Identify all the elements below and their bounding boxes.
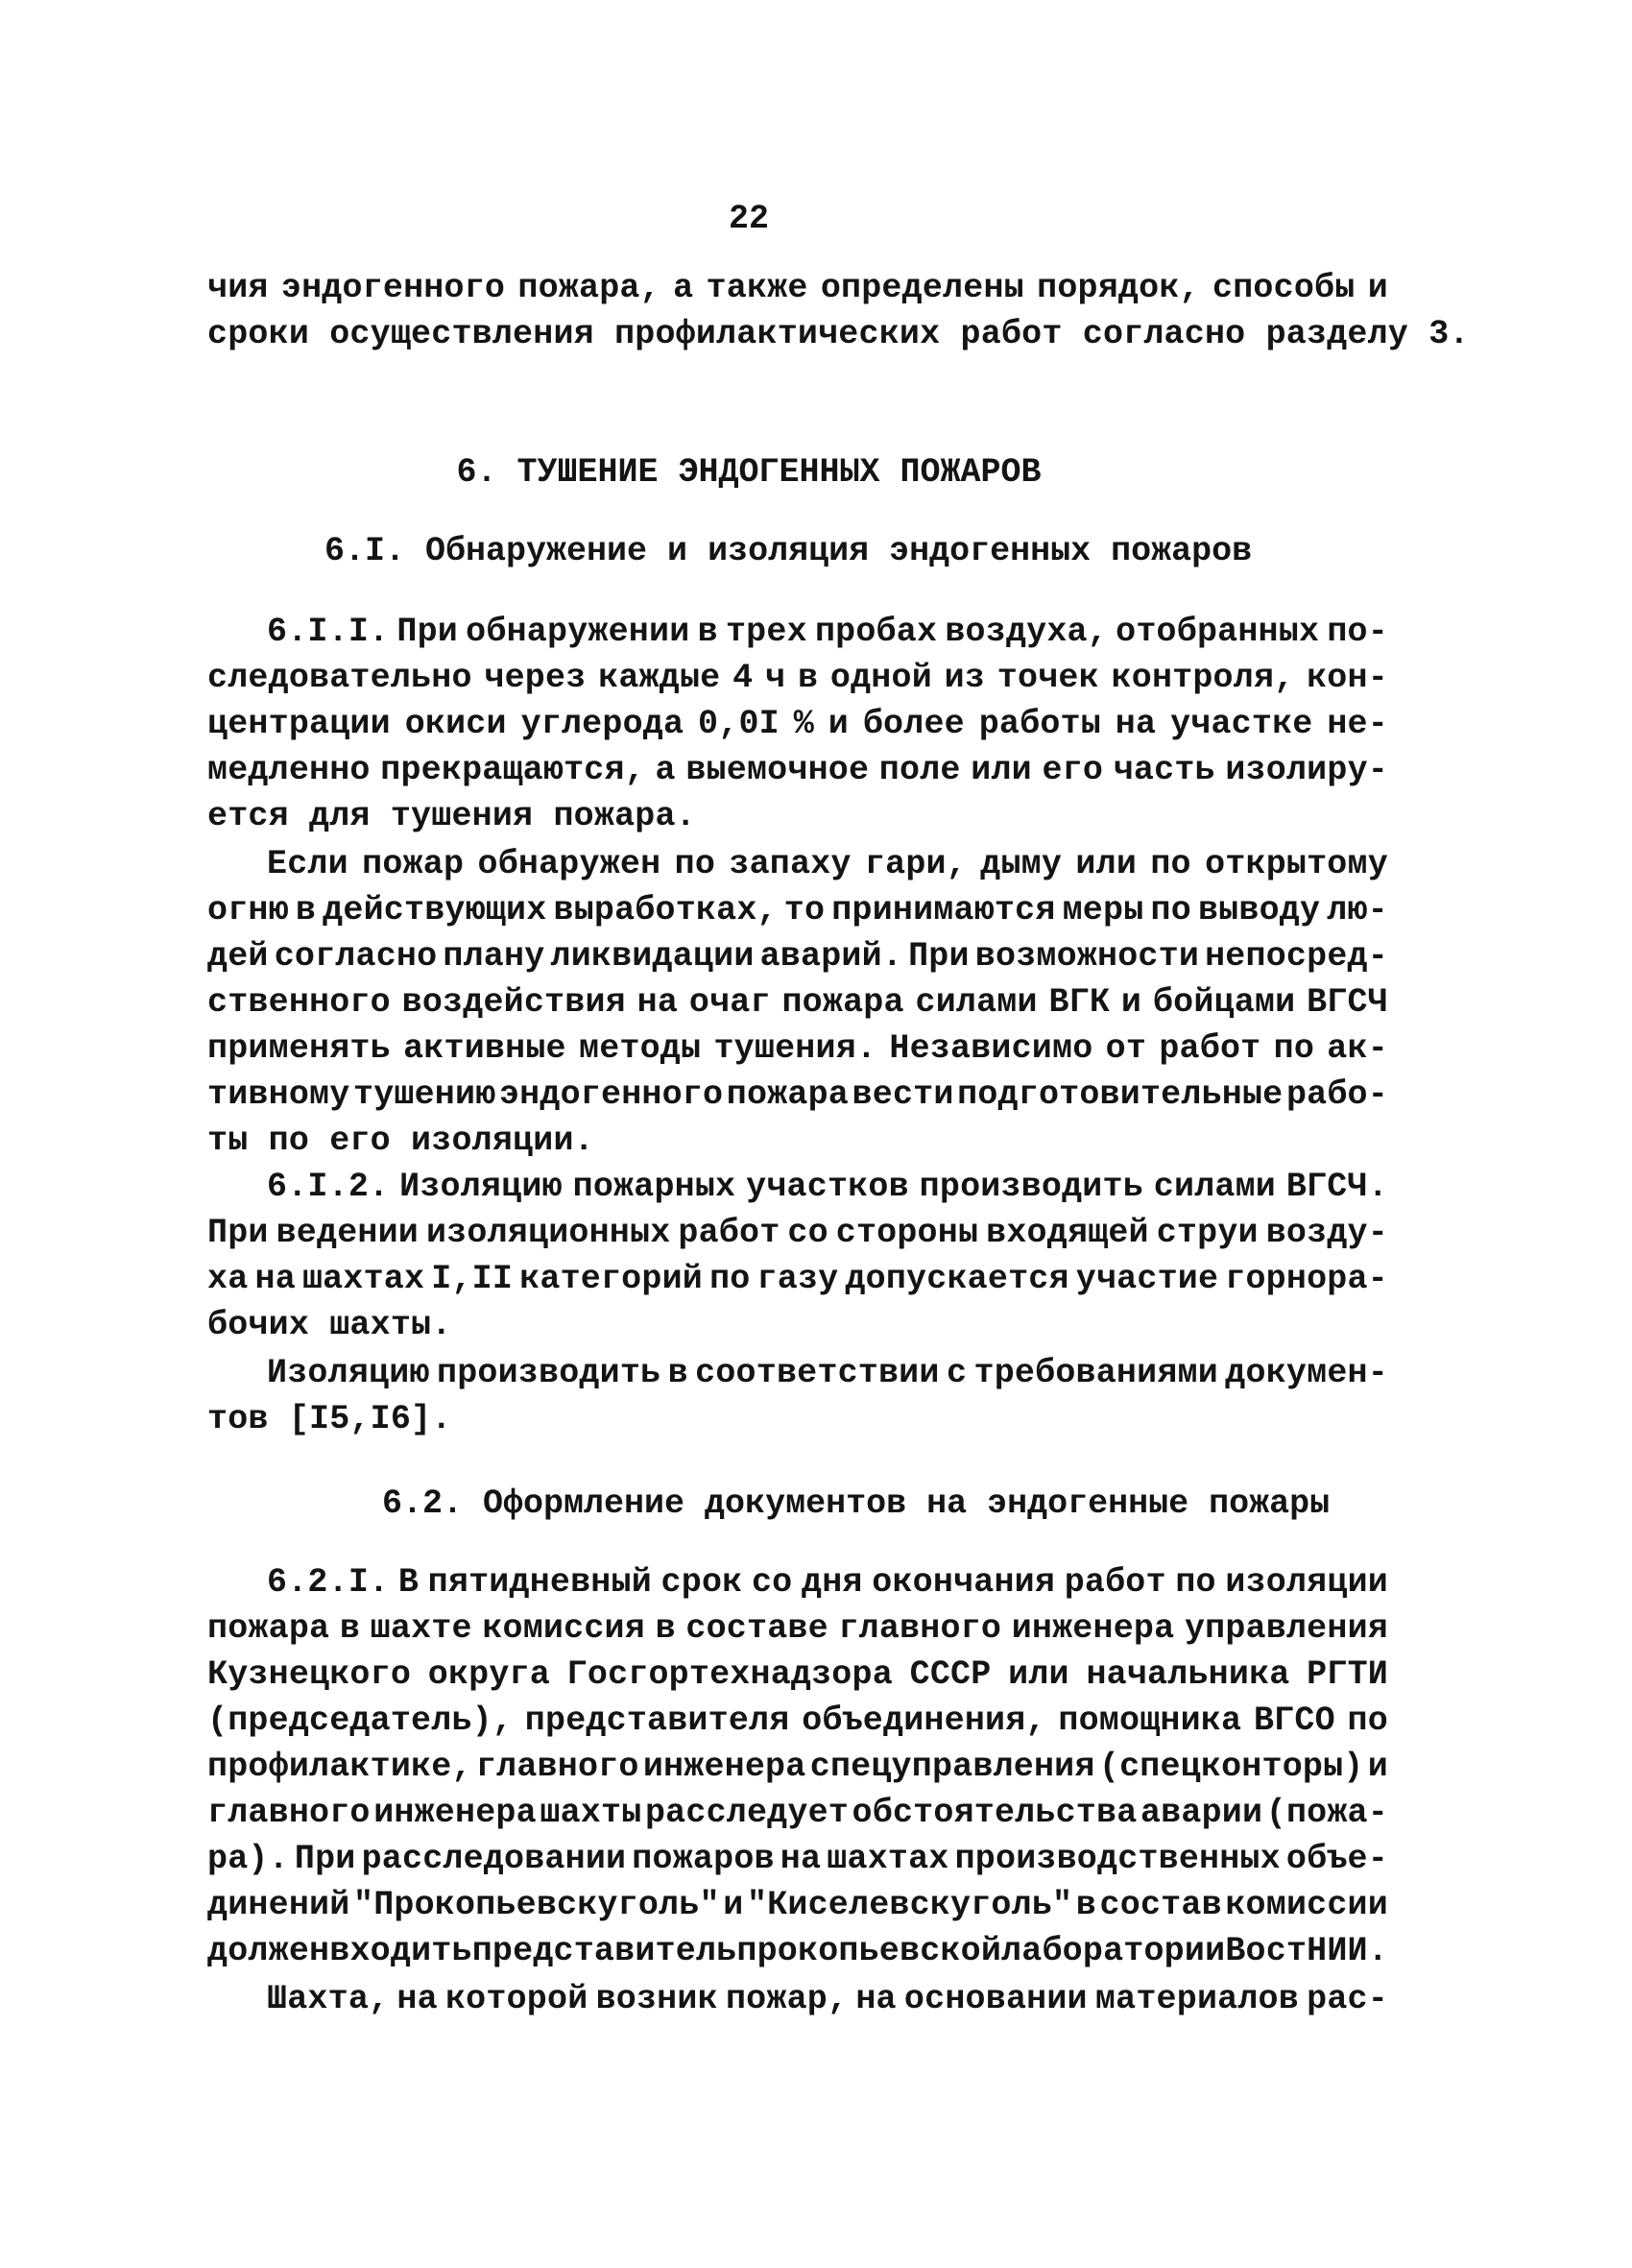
word: плану [443,937,545,976]
word: пожар, [725,1980,849,2018]
word: изолиру- [1225,751,1388,789]
text-line [207,983,1388,1022]
word: силами [915,983,1038,1022]
word: работ [678,1214,780,1252]
word: на [780,1840,822,1878]
word: ха [207,1260,249,1298]
word: Шахта, [267,1980,390,2018]
paragraph-first-line [267,845,1388,883]
word: участке [1170,705,1313,743]
word: окиси [404,705,507,743]
word: округа [427,1655,550,1694]
word: выемочное [685,751,870,789]
word: пожара [726,1075,849,1114]
word: динений [207,1886,350,1924]
paragraph-first-line [267,613,1388,651]
word: не- [1327,705,1388,743]
text-line [207,1794,1388,1832]
word: "Киселевскуголь" [746,1886,1073,1924]
word: пробах [814,613,938,651]
word: инженера [373,1794,537,1832]
word: из [944,659,986,697]
word: пожара [781,983,904,1022]
word: составе [685,1609,828,1648]
word: комиссии [1225,1886,1388,1924]
word: со [751,1563,793,1602]
word: работы [978,705,1101,743]
word: и [1367,1748,1388,1786]
word: точек [996,659,1099,697]
word: участие [1075,1260,1219,1298]
word: лю- [1327,891,1388,929]
word: которой [444,1980,588,2018]
word: или [971,751,1032,789]
word: При [294,1840,356,1878]
word: ч [765,659,786,697]
word: расследует [644,1794,849,1832]
word: в [655,1609,676,1648]
text-line: бочих шахты. [207,1306,452,1344]
word: эндогенного [280,269,506,307]
word: ра). [207,1840,289,1878]
word: работ [1064,1563,1166,1602]
word: ликвидации [550,937,755,976]
word: по [709,1260,751,1298]
word: на [396,1980,438,2018]
text-line [207,1748,1388,1786]
word: воздуха, [945,613,1108,651]
word: действующих [323,891,547,929]
word: а [673,269,694,307]
word: Если [267,845,348,883]
word: шахтах [301,1260,425,1298]
word: прекращаются, [380,751,645,789]
word: с [946,1354,968,1392]
word: 6.2.I. [267,1563,390,1602]
word: по [1347,1701,1388,1740]
word: входящей [986,1214,1149,1252]
word: горнора- [1225,1260,1388,1298]
word: возник [595,1980,718,2018]
word: центрации [207,705,391,743]
word: пожара, [517,269,660,307]
word: состав [1099,1886,1222,1924]
word: производить [919,1168,1143,1206]
word: представитель [471,1932,737,1970]
word: трех [725,613,807,651]
word: докумен- [1225,1354,1388,1392]
word: 4 [732,659,754,697]
word: тивному [207,1075,350,1114]
word: аварии [1140,1794,1263,1832]
word: применять [207,1029,391,1068]
word: ВостНИИ. [1225,1932,1388,1970]
text-line: сроки осуществления профилактических работ согласно разделу 3. [207,315,1470,353]
word: способы [1212,269,1356,307]
word: воздействия [401,983,626,1022]
word: профилактике, [207,1748,472,1786]
word: соответствии [695,1354,940,1392]
text-line [207,269,1388,307]
word: инженера [1011,1609,1175,1648]
word: категорий [519,1260,703,1298]
word: РГТИ [1307,1655,1388,1694]
word: запаху [729,845,852,883]
text-line [207,1840,1388,1878]
word: непосред- [1205,937,1388,976]
word: окончания [872,1563,1056,1602]
word: кон- [1307,659,1388,697]
word: по [1175,1563,1216,1602]
word: шахты [540,1794,642,1832]
word: рабо- [1285,1075,1388,1114]
word: его [1042,751,1104,789]
word: допускается [845,1260,1069,1298]
word: аварий. [759,937,903,976]
word: управления [1184,1609,1388,1648]
word: по [674,845,716,883]
word: определены [820,269,1024,307]
word: ВГСЧ. [1285,1168,1388,1206]
word: (спецконторы) [1098,1748,1364,1786]
word: I,II [431,1260,514,1298]
word: по [1150,845,1191,883]
word: начальника [1086,1655,1290,1694]
word: в [667,1354,688,1392]
paragraph-first-line [267,1354,1388,1392]
word: на [1115,705,1157,743]
word: через [484,659,587,697]
word: контроля, [1111,659,1295,697]
word: обнаружен [477,845,661,883]
word: в [339,1609,361,1648]
word: одной [829,659,932,697]
word: Независимо [889,1029,1093,1068]
word: пятидневный [427,1563,652,1602]
text-line [207,937,1388,976]
word: в [697,613,718,651]
word: дыму [980,845,1063,883]
word: основании [903,1980,1088,2018]
word: очаг [688,983,771,1022]
word: При [908,937,970,976]
subsection-heading: 6.I. Обнаружение и изоляция эндогенных пожаров [324,532,1253,570]
text-line [207,659,1388,697]
paragraph-first-line [267,1980,1388,2018]
word: отобранных [1116,613,1320,651]
word: Изоляцию [267,1354,430,1392]
word: (пожа- [1265,1794,1388,1832]
word: срок [660,1563,743,1602]
text-line [207,1029,1388,1068]
text-line [207,1655,1388,1694]
word: обстоятельства [852,1794,1138,1832]
word: и [1120,983,1142,1022]
word: углерода [520,705,684,743]
word: При [207,1214,269,1252]
word: пожаров [632,1840,775,1878]
text-line: тов [I5,I6]. [207,1400,452,1438]
word: Кузнецкого [207,1655,412,1694]
word: вести [852,1075,954,1114]
word: изоляции [1225,1563,1388,1602]
word: ведении [276,1214,420,1252]
word: входить [329,1932,472,1970]
paragraph-first-line [267,1563,1388,1602]
word: объе- [1285,1840,1388,1878]
word: изоляционных [425,1214,671,1252]
word: рас- [1307,1980,1388,2018]
word: каждые [598,659,721,697]
word: поле [878,751,961,789]
word: производить [436,1354,661,1392]
section-heading: 6. ТУШЕНИЕ ЭНДОГЕННЫХ ПОЖАРОВ [456,453,1042,492]
word: производственных [954,1840,1281,1878]
word: возду- [1265,1214,1388,1252]
word: открытому [1205,845,1388,883]
text-line [207,1886,1388,1924]
text-line [207,1075,1388,1114]
text-line [207,1260,1388,1298]
word: методы [578,1029,702,1068]
word: на [636,983,679,1022]
word: или [1075,845,1138,883]
word: эндогенного [498,1075,724,1114]
word: по [1273,1029,1315,1068]
word: возможности [974,937,1200,976]
word: порядок, [1037,269,1200,307]
word: согласно [274,937,438,976]
word: Изоляцию [399,1168,563,1206]
word: ственного [207,983,391,1022]
word: (председатель), [207,1701,514,1740]
text-line: ты по его изоляции. [207,1122,594,1160]
page-number: 22 [728,200,769,238]
word: спецуправления [809,1748,1095,1786]
text-line [207,1701,1388,1740]
word: принимаются [831,891,1056,929]
word: материалов [1094,1980,1299,2018]
word: стороны [835,1214,979,1252]
word: % [793,705,814,743]
word: огню [207,891,289,929]
word: а [655,751,676,789]
text-line [207,751,1388,789]
word: главного [207,1794,371,1832]
word: 0,0I [698,705,780,743]
word: также [706,269,808,307]
text-line [207,891,1388,929]
word: шахте [370,1609,472,1648]
word: инженера [642,1748,806,1786]
word: главного [838,1609,1002,1648]
word: более [862,705,965,743]
word: ВГСО [1253,1701,1335,1740]
word: должен [207,1932,330,1970]
paragraph-first-line [267,1168,1388,1206]
word: дей [207,937,269,976]
word: гари, [864,845,967,883]
word: выработках, [553,891,778,929]
word: ВГК [1048,983,1111,1022]
word: дня [802,1563,863,1602]
word: СССР [909,1655,992,1694]
word: следовательно [207,659,472,697]
word: газу [756,1260,839,1298]
word: меры [1062,891,1144,929]
word: прокопьевской [736,1932,1002,1970]
word: активные [403,1029,566,1068]
word: расследовании [361,1840,627,1878]
word: по- [1327,613,1388,651]
word: пожарных [572,1168,736,1206]
word: ВГСЧ [1307,983,1388,1022]
word: медленно [207,751,371,789]
word: комиссия [482,1609,645,1648]
word: на [254,1260,296,1298]
word: пожара [207,1609,330,1648]
word: При [396,613,459,651]
word: или [1008,1655,1069,1694]
word: тушению [352,1075,496,1114]
word: ак- [1327,1029,1388,1068]
word: В [397,1563,420,1602]
text-line: ется для тушения пожара. [207,797,696,835]
word: участков [746,1168,909,1206]
word: на [855,1980,897,2018]
word: главного [475,1748,639,1786]
word: 6.I.2. [267,1168,390,1206]
word: бойцами [1152,983,1296,1022]
text-line [207,1214,1388,1252]
word: со [787,1214,828,1252]
word: помощника [1058,1701,1242,1740]
word: пожар [362,845,465,883]
word: работ [1159,1029,1261,1068]
word: от [1105,1029,1147,1068]
word: объединения, [802,1701,1046,1740]
word: 6.I.I. [267,613,390,651]
word: требованиями [973,1354,1218,1392]
word: лаборатории [1001,1932,1226,1970]
text-line [207,705,1388,743]
word: и [723,1886,744,1924]
word: шахтах [827,1840,949,1878]
word: "Прокопьевскуголь" [352,1886,720,1924]
word: в [295,891,317,929]
text-line [207,1932,1388,1970]
word: силами [1153,1168,1277,1206]
word: часть [1113,751,1215,789]
word: выводу [1197,891,1321,929]
word: по [1150,891,1191,929]
text-line [207,1609,1388,1648]
word: в [797,659,819,697]
word: в [1075,1886,1096,1924]
word: Госгортехнадзора [566,1655,893,1694]
word: подготовительные [957,1075,1284,1114]
subsection-heading: 6.2. Оформление документов на эндогенные пожары [382,1484,1331,1523]
word: обнаружении [466,613,690,651]
word: и [828,705,849,743]
word: представителя [524,1701,790,1740]
word: и [1367,269,1388,307]
word: струи [1156,1214,1259,1252]
word: тушения. [713,1029,877,1068]
word: чия [207,269,269,307]
word: то [783,891,826,929]
